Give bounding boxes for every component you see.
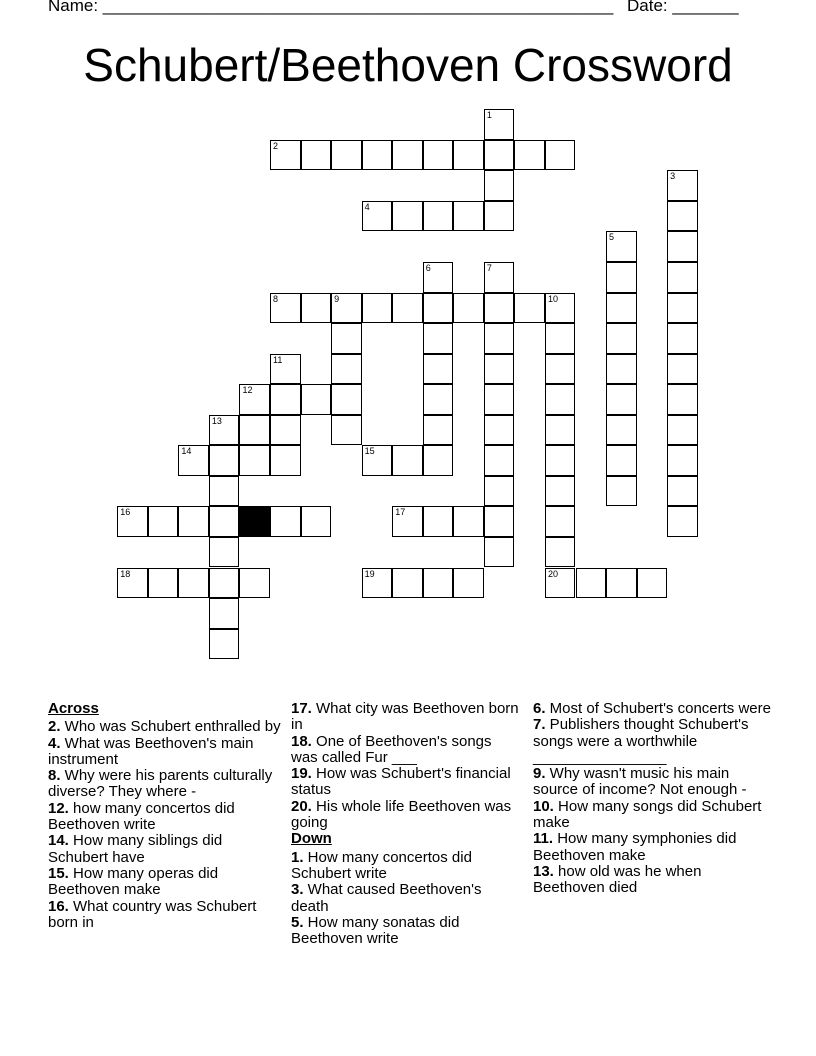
crossword-cell[interactable] — [423, 445, 454, 476]
cell-number: 6 — [425, 263, 431, 273]
crossword-cell[interactable] — [667, 415, 698, 446]
crossword-cell[interactable] — [545, 384, 576, 415]
crossword-cell[interactable] — [606, 323, 637, 354]
crossword-cell[interactable] — [423, 415, 454, 446]
crossword-cell[interactable] — [667, 293, 698, 324]
crossword-cell[interactable] — [178, 445, 209, 476]
down-clue: 1. How many concertos did Schubert write — [291, 848, 472, 882]
across-clue: 20. His whole life Beethoven was going — [291, 797, 512, 832]
crossword-cell[interactable] — [606, 568, 637, 599]
crossword-cell[interactable] — [484, 354, 515, 385]
across-clue: 15. How many operas did Beethoven make — [48, 864, 219, 899]
clues-column-2 — [291, 701, 521, 947]
crossword-cell[interactable] — [545, 476, 576, 507]
crossword-cell[interactable] — [423, 568, 454, 599]
crossword-cell[interactable] — [301, 293, 332, 324]
cell-number: 15 — [364, 446, 375, 457]
crossword-cell[interactable] — [270, 293, 301, 324]
crossword-cell[interactable] — [209, 506, 240, 537]
crossword-cell[interactable] — [484, 262, 515, 293]
crossword-cell[interactable] — [301, 506, 332, 537]
crossword-cell[interactable] — [423, 354, 454, 385]
crossword-cell[interactable] — [392, 568, 423, 599]
down-clue: 9. Why wasn't music his main source of income? Not enough - — [533, 765, 747, 799]
cell-number: 9 — [334, 293, 340, 304]
across-clue: 19. How was Schubert's financial status — [291, 765, 511, 799]
crossword-cell[interactable] — [484, 293, 515, 324]
crossword-cell[interactable] — [667, 170, 698, 201]
cell-number: 17 — [395, 507, 406, 518]
cell-number: 4 — [364, 201, 370, 212]
crossword-cell[interactable] — [637, 568, 668, 599]
crossword-cell[interactable] — [484, 109, 515, 140]
crossword-cell[interactable] — [667, 506, 698, 537]
crossword-cell[interactable] — [545, 354, 576, 385]
crossword-cell[interactable] — [453, 568, 484, 599]
crossword-cell[interactable] — [606, 476, 637, 507]
crossword-cell[interactable] — [209, 415, 240, 446]
down-clue: 5. How many sonatas did Beethoven write — [291, 913, 460, 948]
down-clue: 7. Publishers thought Schubert's songs were a worthwhile ________________ — [533, 716, 749, 766]
crossword-cell[interactable] — [545, 506, 576, 537]
cell-number: 19 — [364, 568, 375, 579]
clues-column-1 — [48, 701, 283, 931]
down-heading: Down — [291, 830, 332, 848]
crossword-cell[interactable] — [392, 140, 423, 171]
cell-number: 13 — [211, 415, 222, 426]
crossword-cell[interactable] — [362, 201, 393, 232]
crossword-cell[interactable] — [484, 537, 515, 568]
crossword-cell[interactable] — [117, 568, 148, 599]
crossword-cell[interactable] — [545, 140, 576, 171]
crossword-cell[interactable] — [423, 140, 454, 171]
cell-number: 5 — [609, 232, 615, 243]
crossword-cell[interactable] — [423, 293, 454, 324]
cell-number: 2 — [273, 140, 279, 151]
crossword-cell[interactable] — [606, 384, 637, 415]
crossword-cell[interactable] — [484, 323, 515, 354]
across-clue: 18. One of Beethoven's songs was called Fur ___ — [291, 732, 492, 766]
across-clue: 2. Who was Schubert enthralled by — [48, 718, 281, 736]
crossword-cell[interactable] — [301, 384, 332, 415]
crossword-cell[interactable] — [667, 201, 698, 232]
down-clue: 13. how old was he when Beethoven died — [533, 862, 702, 897]
crossword-cell[interactable] — [423, 201, 454, 232]
crossword-cell[interactable] — [484, 140, 515, 171]
cell-number: 14 — [181, 446, 192, 457]
clues-column-3 — [533, 701, 773, 897]
cell-number: 12 — [242, 385, 253, 396]
crossword-cell[interactable] — [667, 476, 698, 507]
crossword-cell[interactable] — [667, 231, 698, 262]
crossword-cell[interactable] — [362, 140, 393, 171]
crossword-cell[interactable] — [606, 293, 637, 324]
across-heading: Across — [48, 700, 99, 717]
crossword-cell[interactable] — [453, 506, 484, 537]
crossword-cell[interactable] — [545, 537, 576, 568]
crossword-cell[interactable] — [667, 323, 698, 354]
crossword-cell[interactable] — [667, 262, 698, 293]
date-field-label: Date: _______ — [627, 0, 739, 15]
crossword-cell[interactable] — [484, 506, 515, 537]
crossword-cell[interactable] — [423, 323, 454, 354]
crossword-cell[interactable] — [606, 445, 637, 476]
crossword-cell[interactable] — [392, 201, 423, 232]
crossword-cell[interactable] — [545, 323, 576, 354]
crossword-cell[interactable] — [514, 293, 545, 324]
crossword-cell[interactable] — [209, 445, 240, 476]
crossword-cell[interactable] — [484, 170, 515, 201]
name-field-label: Name: ______________________________________________________ — [48, 0, 614, 15]
cell-number: 18 — [120, 568, 131, 579]
cell-number: 8 — [273, 293, 279, 304]
crossword-cell[interactable] — [178, 568, 209, 599]
crossword-cell[interactable] — [331, 415, 362, 446]
crossword-cell[interactable] — [606, 262, 637, 293]
crossword-cell[interactable] — [270, 506, 301, 537]
down-clue: 11. How many symphonies did Beethoven make — [533, 830, 737, 864]
crossword-cell[interactable] — [270, 354, 301, 385]
crossword-cell[interactable] — [423, 384, 454, 415]
crossword-cell[interactable] — [484, 201, 515, 232]
crossword-cell[interactable] — [484, 445, 515, 476]
cell-number: 1 — [486, 110, 492, 121]
crossword-cell[interactable] — [331, 140, 362, 171]
crossword-blocked-cell — [239, 506, 270, 537]
crossword-cell[interactable] — [209, 598, 240, 629]
crossword-cell[interactable] — [209, 629, 240, 660]
crossword-cell[interactable] — [148, 506, 179, 537]
crossword-cell[interactable] — [331, 354, 362, 385]
crossword-cell[interactable] — [423, 262, 454, 293]
cell-number: 7 — [486, 263, 492, 273]
crossword-cell[interactable] — [576, 568, 607, 599]
crossword-cell[interactable] — [453, 293, 484, 324]
down-clue: 10. How many songs did Schubert make — [533, 797, 762, 832]
crossword-cell[interactable] — [606, 231, 637, 262]
crossword-cell[interactable] — [484, 415, 515, 446]
crossword-cell[interactable] — [270, 384, 301, 415]
crossword-cell[interactable] — [392, 445, 423, 476]
crossword-cell[interactable] — [545, 293, 576, 324]
across-clue: 17. What city was Beethoven born in — [291, 700, 519, 734]
crossword-cell[interactable] — [423, 506, 454, 537]
crossword-cell[interactable] — [606, 354, 637, 385]
cell-number: 16 — [120, 507, 131, 518]
crossword-cell[interactable] — [148, 568, 179, 599]
down-clue: 6. Most of Schubert's concerts were — [533, 700, 771, 717]
across-clue: 12. how many concertos did Beethoven write — [48, 799, 235, 834]
crossword-cell[interactable] — [239, 384, 270, 415]
crossword-cell[interactable] — [270, 140, 301, 171]
crossword-cell[interactable] — [606, 415, 637, 446]
crossword-cell[interactable] — [362, 445, 393, 476]
crossword-cell[interactable] — [270, 445, 301, 476]
crossword-cell[interactable] — [301, 140, 332, 171]
crossword-cell[interactable] — [667, 445, 698, 476]
page-title: Schubert/Beethoven Crossword — [83, 39, 733, 91]
crossword-cell[interactable] — [239, 445, 270, 476]
crossword-cell[interactable] — [331, 323, 362, 354]
cell-number: 3 — [670, 171, 676, 182]
cell-number: 10 — [547, 293, 558, 304]
crossword-cell[interactable] — [484, 476, 515, 507]
crossword-cell[interactable] — [209, 537, 240, 568]
crossword-cell[interactable] — [453, 140, 484, 171]
crossword-cell[interactable] — [239, 568, 270, 599]
crossword-cell[interactable] — [392, 293, 423, 324]
down-clue: 3. What caused Beethoven's death — [291, 881, 482, 915]
crossword-cell[interactable] — [545, 445, 576, 476]
crossword-cell[interactable] — [362, 293, 393, 324]
crossword-cell[interactable] — [545, 415, 576, 446]
crossword-cell[interactable] — [239, 415, 270, 446]
crossword-cell[interactable] — [453, 201, 484, 232]
crossword-cell[interactable] — [209, 568, 240, 599]
crossword-cell[interactable] — [545, 568, 576, 599]
crossword-cell[interactable] — [362, 568, 393, 599]
crossword-cell[interactable] — [331, 384, 362, 415]
across-clue: 16. What country was Schubert born in — [48, 897, 257, 931]
across-clue: 14. How many siblings did Schubert have — [48, 832, 223, 866]
cell-number: 20 — [547, 568, 558, 579]
crossword-cell[interactable] — [392, 506, 423, 537]
crossword-cell[interactable] — [270, 415, 301, 446]
crossword-cell[interactable] — [667, 384, 698, 415]
crossword-cell[interactable] — [117, 506, 148, 537]
crossword-cell[interactable] — [331, 293, 362, 324]
crossword-cell[interactable] — [514, 140, 545, 171]
across-clue: 4. What was Beethoven's main instrument — [48, 734, 254, 768]
across-clue: 8. Why were his parents culturally diverse? They where - — [48, 767, 273, 801]
crossword-cell[interactable] — [484, 384, 515, 415]
cell-number: 11 — [273, 354, 283, 365]
crossword-cell[interactable] — [178, 506, 209, 537]
crossword-cell[interactable] — [667, 354, 698, 385]
crossword-cell[interactable] — [209, 476, 240, 507]
